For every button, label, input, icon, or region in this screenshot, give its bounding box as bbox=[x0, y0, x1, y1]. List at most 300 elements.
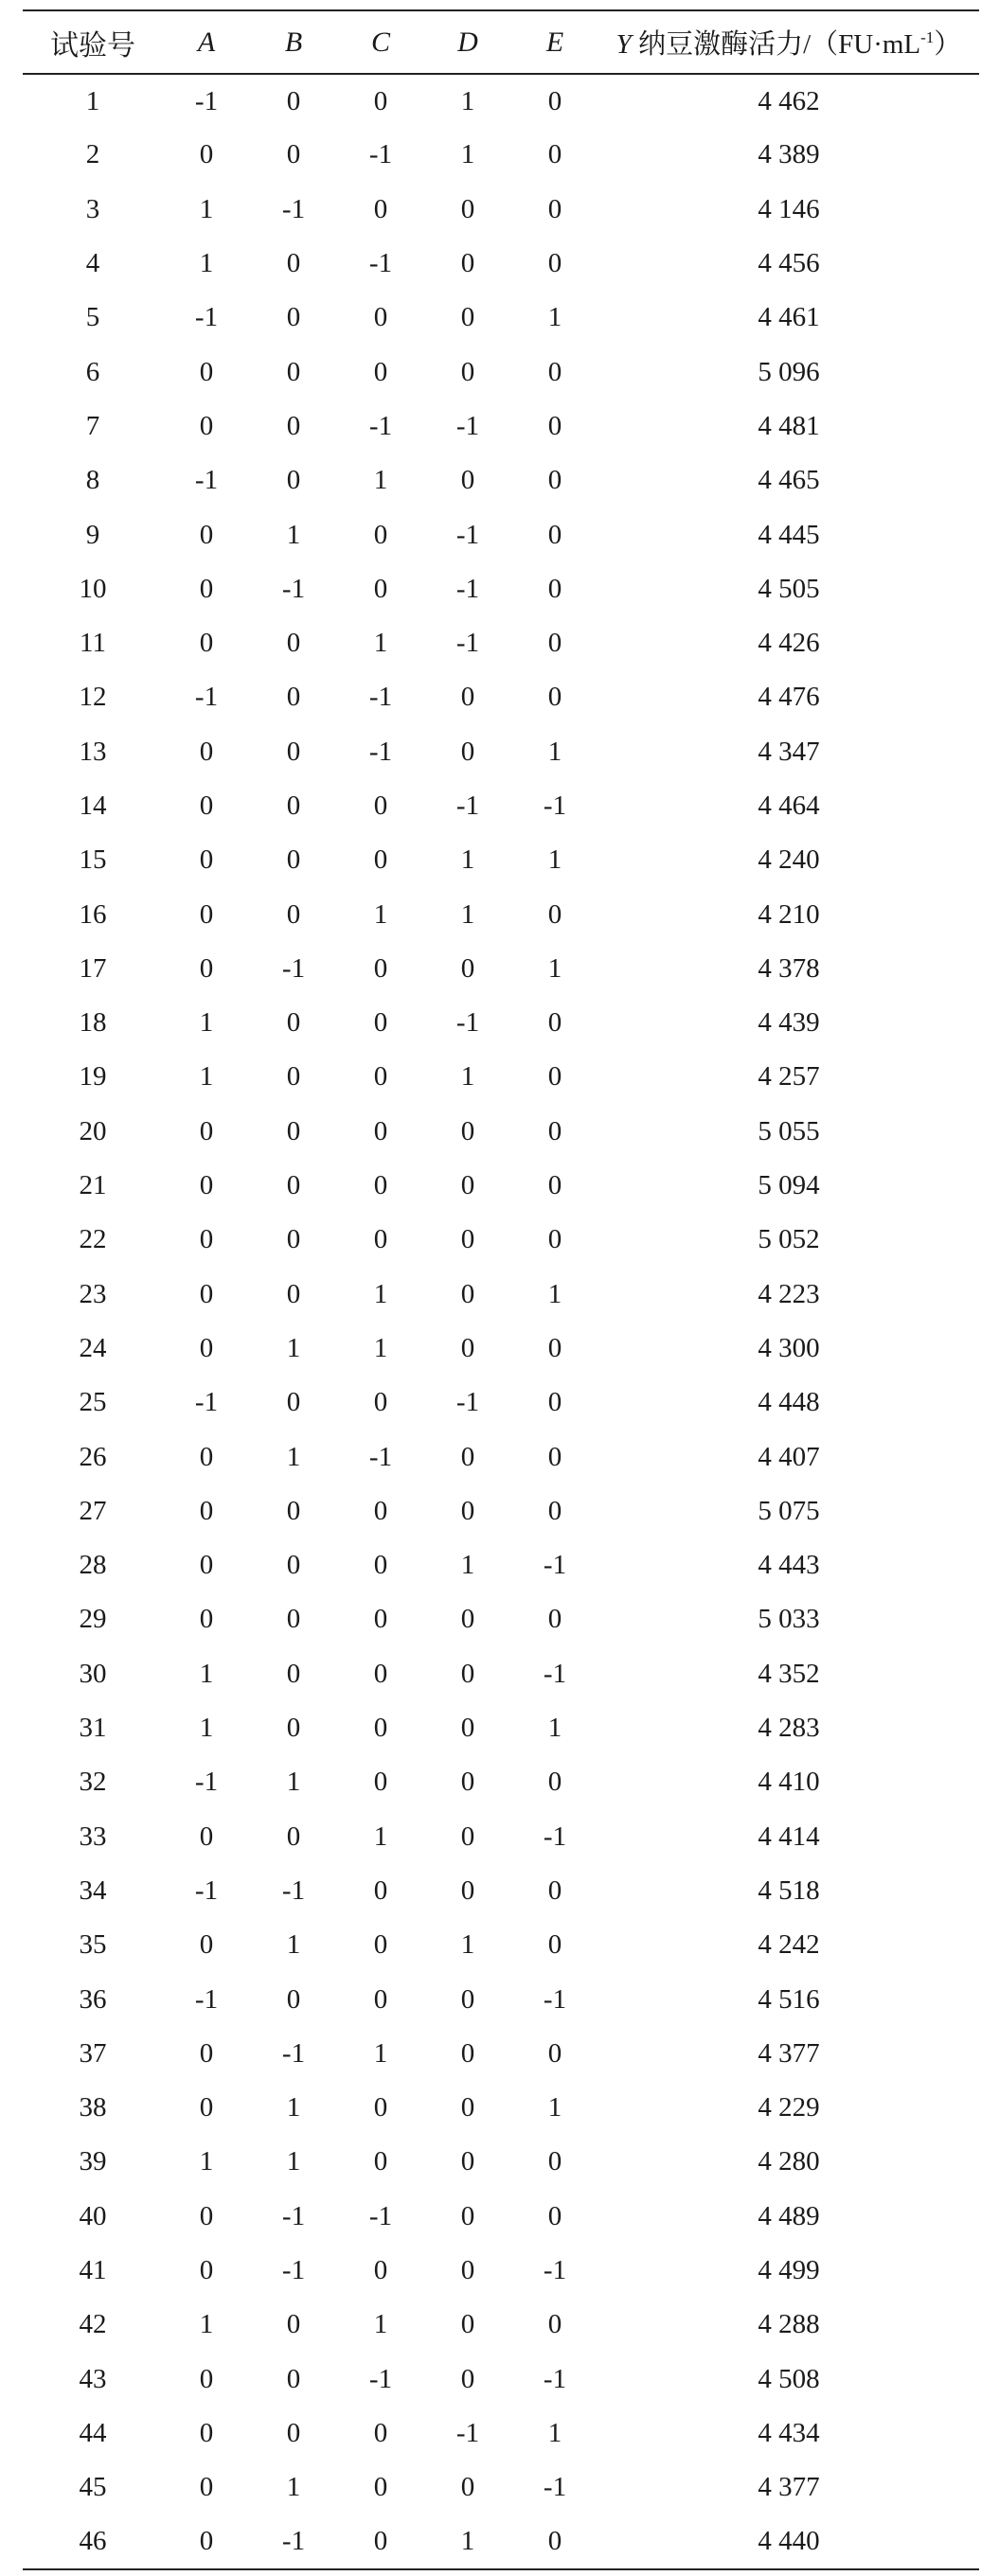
cell-run-number: 35 bbox=[79, 1929, 107, 1961]
cell-factor-d: 0 bbox=[460, 1767, 475, 1798]
cell-run-number: 34 bbox=[79, 1874, 107, 1906]
cell-factor-b: 1 bbox=[286, 1332, 301, 1363]
table-row bbox=[23, 616, 979, 670]
table-row bbox=[23, 725, 979, 779]
cell-run-number: 38 bbox=[79, 2092, 107, 2123]
cell-factor-e: 1 bbox=[547, 302, 562, 333]
cell-factor-e: -1 bbox=[543, 1821, 567, 1852]
table-row bbox=[23, 1159, 979, 1213]
cell-run-number: 43 bbox=[79, 2363, 107, 2394]
cell-factor-c: 0 bbox=[373, 1170, 388, 1201]
cell-factor-d: -1 bbox=[455, 519, 480, 550]
cell-response-y: 4 242 bbox=[758, 1929, 820, 1961]
cell-factor-c: -1 bbox=[368, 736, 393, 767]
table-row bbox=[23, 2244, 979, 2298]
cell-factor-c: 0 bbox=[373, 2472, 388, 2503]
cell-factor-a: 0 bbox=[199, 1604, 214, 1635]
cell-run-number: 4 bbox=[85, 248, 100, 279]
cell-factor-e: 0 bbox=[547, 1007, 562, 1039]
table-row bbox=[23, 1268, 979, 1322]
cell-run-number: 11 bbox=[80, 628, 106, 659]
cell-factor-c: -1 bbox=[368, 2363, 393, 2394]
table-row bbox=[23, 453, 979, 507]
cell-factor-e: 0 bbox=[547, 193, 562, 224]
cell-factor-d: 0 bbox=[460, 1713, 475, 1744]
cell-run-number: 13 bbox=[79, 736, 107, 767]
table-row bbox=[23, 237, 979, 291]
cell-factor-a: 0 bbox=[199, 1929, 214, 1961]
cell-factor-d: -1 bbox=[455, 2417, 480, 2448]
header-run-number: 试验号 bbox=[23, 10, 163, 74]
table-row bbox=[23, 1213, 979, 1267]
header-y-unit-exponent: -1 bbox=[920, 28, 935, 46]
cell-factor-d: 1 bbox=[460, 1061, 475, 1093]
cell-factor-b: 0 bbox=[286, 2309, 301, 2340]
header-y-label: 纳豆激酶活力/（FU·mL bbox=[631, 29, 921, 60]
cell-factor-c: 1 bbox=[373, 1332, 388, 1363]
cell-factor-a: -1 bbox=[194, 1767, 219, 1798]
cell-factor-b: 0 bbox=[286, 1495, 301, 1526]
cell-factor-a: -1 bbox=[194, 1983, 219, 2015]
cell-factor-a: 0 bbox=[199, 573, 214, 604]
cell-factor-b: 0 bbox=[286, 1170, 301, 1201]
cell-factor-e: -1 bbox=[543, 2255, 567, 2286]
cell-factor-b: -1 bbox=[281, 1874, 306, 1906]
cell-factor-d: 0 bbox=[460, 2255, 475, 2286]
cell-factor-e: 1 bbox=[547, 2417, 562, 2448]
table-row bbox=[23, 1701, 979, 1755]
cell-response-y: 4 508 bbox=[758, 2363, 820, 2394]
header-response-y bbox=[598, 10, 979, 74]
cell-factor-a: 0 bbox=[199, 628, 214, 659]
table-row bbox=[23, 996, 979, 1050]
cell-factor-e: 0 bbox=[547, 519, 562, 550]
cell-factor-e: 0 bbox=[547, 2146, 562, 2177]
cell-factor-e: 0 bbox=[547, 682, 562, 713]
cell-response-y: 4 210 bbox=[758, 898, 820, 930]
cell-factor-b: 0 bbox=[286, 1061, 301, 1093]
table-row bbox=[23, 2027, 979, 2081]
cell-factor-e: 0 bbox=[547, 139, 562, 170]
cell-response-y: 4 445 bbox=[758, 519, 820, 550]
cell-factor-b: 1 bbox=[286, 519, 301, 550]
cell-factor-b: 0 bbox=[286, 1387, 301, 1418]
cell-factor-c: 0 bbox=[373, 1061, 388, 1093]
cell-factor-a: 0 bbox=[199, 1332, 214, 1363]
table-row bbox=[23, 1918, 979, 1972]
table-row bbox=[23, 2298, 979, 2352]
header-y-close: ） bbox=[934, 29, 962, 60]
cell-factor-c: -1 bbox=[368, 2200, 393, 2231]
cell-factor-c: 0 bbox=[373, 1713, 388, 1744]
cell-factor-e: 1 bbox=[547, 1278, 562, 1309]
cell-factor-c: 0 bbox=[373, 85, 388, 116]
cell-run-number: 30 bbox=[79, 1658, 107, 1689]
cell-factor-b: 0 bbox=[286, 1713, 301, 1744]
cell-response-y: 4 516 bbox=[758, 1983, 820, 2015]
cell-factor-c: 1 bbox=[373, 898, 388, 930]
cell-response-y: 4 377 bbox=[758, 2472, 820, 2503]
cell-factor-a: -1 bbox=[194, 682, 219, 713]
cell-factor-a: -1 bbox=[194, 1874, 219, 1906]
cell-factor-e: 0 bbox=[547, 248, 562, 279]
cell-factor-a: 1 bbox=[199, 1061, 214, 1093]
cell-response-y: 4 426 bbox=[758, 628, 820, 659]
cell-factor-a: 0 bbox=[199, 2363, 214, 2394]
cell-factor-b: 0 bbox=[286, 898, 301, 930]
cell-factor-b: 0 bbox=[286, 1278, 301, 1309]
table-row bbox=[23, 2135, 979, 2189]
cell-factor-d: 0 bbox=[460, 1983, 475, 2015]
cell-response-y: 4 257 bbox=[758, 1061, 820, 1093]
cell-factor-c: 0 bbox=[373, 1658, 388, 1689]
cell-factor-e: 1 bbox=[547, 736, 562, 767]
cell-factor-e: -1 bbox=[543, 791, 567, 821]
cell-response-y: 4 410 bbox=[758, 1767, 820, 1798]
cell-response-y: 4 476 bbox=[758, 682, 820, 713]
header-factor-c: C bbox=[337, 10, 424, 74]
table-row bbox=[23, 2352, 979, 2406]
table-row bbox=[23, 1430, 979, 1483]
cell-response-y: 4 489 bbox=[758, 2200, 820, 2231]
cell-response-y: 4 240 bbox=[758, 844, 820, 876]
cell-factor-a: 0 bbox=[199, 952, 214, 984]
table-row bbox=[23, 887, 979, 941]
cell-factor-c: -1 bbox=[368, 410, 393, 441]
cell-factor-e: 0 bbox=[547, 573, 562, 604]
cell-factor-a: 0 bbox=[199, 1224, 214, 1255]
cell-factor-a: 0 bbox=[199, 1115, 214, 1146]
cell-factor-e: 0 bbox=[547, 1061, 562, 1093]
cell-response-y: 5 033 bbox=[758, 1604, 820, 1635]
cell-factor-c: 0 bbox=[373, 193, 388, 224]
cell-factor-d: 0 bbox=[460, 1821, 475, 1852]
cell-factor-e: -1 bbox=[543, 2472, 567, 2503]
cell-factor-a: 0 bbox=[199, 1441, 214, 1472]
cell-factor-a: 0 bbox=[199, 2472, 214, 2503]
cell-response-y: 4 462 bbox=[758, 85, 820, 116]
cell-response-y: 4 283 bbox=[758, 1713, 820, 1744]
cell-run-number: 41 bbox=[79, 2255, 107, 2286]
cell-factor-c: 0 bbox=[373, 1767, 388, 1798]
cell-response-y: 4 481 bbox=[758, 410, 820, 441]
cell-factor-a: 0 bbox=[199, 2255, 214, 2286]
cell-response-y: 5 052 bbox=[758, 1224, 820, 1255]
cell-factor-c: 0 bbox=[373, 2417, 388, 2448]
table-row bbox=[23, 942, 979, 996]
cell-factor-e: 0 bbox=[547, 1441, 562, 1472]
table-row bbox=[23, 2514, 979, 2568]
cell-run-number: 18 bbox=[79, 1007, 107, 1039]
cell-factor-b: 0 bbox=[286, 465, 301, 496]
header-factor-e: E bbox=[511, 10, 598, 74]
table-row bbox=[23, 345, 979, 399]
cell-factor-c: 0 bbox=[373, 952, 388, 984]
cell-factor-d: 1 bbox=[424, 2514, 511, 2568]
cell-factor-b: 0 bbox=[286, 1658, 301, 1689]
cell-factor-a: 0 bbox=[199, 898, 214, 930]
cell-factor-d: 1 bbox=[460, 844, 475, 876]
cell-factor-b: 0 bbox=[286, 682, 301, 713]
cell-factor-a: 0 bbox=[199, 356, 214, 387]
cell-factor-b: -1 bbox=[281, 952, 306, 984]
table-row bbox=[23, 507, 979, 561]
cell-run-number: 25 bbox=[79, 1387, 107, 1418]
cell-response-y: 4 414 bbox=[758, 1821, 820, 1852]
table-row bbox=[23, 1592, 979, 1646]
cell-factor-d: -1 bbox=[455, 791, 480, 821]
cell-factor-c: 0 bbox=[373, 1495, 388, 1526]
cell-factor-b: 0 bbox=[286, 1115, 301, 1146]
cell-factor-c: 1 bbox=[373, 1278, 388, 1309]
cell-response-y: 4 518 bbox=[758, 1874, 820, 1906]
header-factor-a: A bbox=[163, 10, 250, 74]
cell-factor-a: 0 bbox=[199, 2200, 214, 2231]
cell-response-y: 4 352 bbox=[758, 1658, 820, 1689]
cell-response-y: 4 505 bbox=[758, 573, 820, 604]
cell-factor-a: 0 bbox=[199, 519, 214, 550]
cell-factor-e: 0 bbox=[511, 2514, 598, 2568]
cell-factor-d: 1 bbox=[460, 85, 475, 116]
cell-factor-d: 0 bbox=[460, 1441, 475, 1472]
cell-factor-d: 0 bbox=[460, 1332, 475, 1363]
table-row bbox=[23, 1755, 979, 1809]
cell-factor-c: -1 bbox=[368, 1441, 393, 1472]
cell-factor-e: 0 bbox=[547, 1387, 562, 1418]
cell-factor-b: 1 bbox=[286, 1767, 301, 1798]
cell-factor-d: 0 bbox=[460, 2363, 475, 2394]
cell-factor-b: -1 bbox=[281, 573, 306, 604]
cell-factor-b: -1 bbox=[281, 2037, 306, 2069]
cell-run-number: 29 bbox=[79, 1604, 107, 1635]
table-row bbox=[23, 1972, 979, 2026]
cell-factor-b: 0 bbox=[286, 736, 301, 767]
cell-run-number: 7 bbox=[85, 410, 100, 441]
cell-factor-b: 1 bbox=[286, 2092, 301, 2123]
cell-run-number: 1 bbox=[85, 85, 100, 116]
cell-factor-d: 0 bbox=[460, 1874, 475, 1906]
table-body bbox=[23, 74, 979, 2569]
cell-response-y: 5 094 bbox=[758, 1170, 820, 1201]
cell-factor-d: 0 bbox=[460, 356, 475, 387]
cell-factor-a: 0 bbox=[199, 410, 214, 441]
cell-factor-d: 1 bbox=[460, 1550, 475, 1581]
cell-factor-c: -1 bbox=[368, 139, 393, 170]
cell-run-number: 24 bbox=[79, 1332, 107, 1363]
cell-factor-c: 1 bbox=[373, 628, 388, 659]
cell-factor-c: 0 bbox=[373, 1007, 388, 1039]
cell-factor-e: -1 bbox=[543, 1983, 567, 2015]
cell-factor-a: 0 bbox=[163, 2514, 250, 2568]
table-header-row bbox=[23, 10, 979, 74]
cell-run-number: 44 bbox=[79, 2417, 107, 2448]
table-row bbox=[23, 1322, 979, 1376]
cell-response-y: 4 229 bbox=[758, 2092, 820, 2123]
table-row bbox=[23, 2461, 979, 2514]
cell-response-y: 4 288 bbox=[758, 2309, 820, 2340]
cell-response-y: 4 439 bbox=[758, 1007, 820, 1039]
cell-factor-d: 0 bbox=[460, 952, 475, 984]
table-row bbox=[23, 74, 979, 128]
cell-response-y: 4 448 bbox=[758, 1387, 820, 1418]
cell-factor-a: 0 bbox=[199, 1170, 214, 1201]
cell-factor-d: 0 bbox=[460, 1224, 475, 1255]
cell-run-number: 23 bbox=[79, 1278, 107, 1309]
cell-factor-a: -1 bbox=[194, 85, 219, 116]
table-row bbox=[23, 2190, 979, 2244]
table-container bbox=[23, 9, 979, 2570]
cell-factor-e: 0 bbox=[547, 1767, 562, 1798]
cell-factor-e: 1 bbox=[547, 844, 562, 876]
table-row bbox=[23, 2081, 979, 2135]
cell-run-number: 22 bbox=[79, 1224, 107, 1255]
cell-factor-e: 0 bbox=[547, 1115, 562, 1146]
cell-factor-e: 0 bbox=[547, 1495, 562, 1526]
cell-response-y: 4 389 bbox=[758, 139, 820, 170]
cell-run-number: 46 bbox=[23, 2514, 163, 2568]
cell-factor-e: 0 bbox=[547, 1332, 562, 1363]
cell-factor-b: 0 bbox=[286, 844, 301, 876]
cell-factor-d: 0 bbox=[460, 2092, 475, 2123]
cell-response-y: 5 055 bbox=[758, 1115, 820, 1146]
table-row bbox=[23, 400, 979, 453]
cell-response-y: 4 443 bbox=[758, 1550, 820, 1581]
table-row bbox=[23, 1864, 979, 1918]
cell-response-y: 4 434 bbox=[758, 2417, 820, 2448]
cell-factor-a: 0 bbox=[199, 2037, 214, 2069]
cell-factor-a: 1 bbox=[199, 1713, 214, 1744]
cell-factor-b: 0 bbox=[286, 248, 301, 279]
cell-factor-b: 0 bbox=[286, 410, 301, 441]
cell-factor-e: 0 bbox=[547, 628, 562, 659]
cell-factor-a: 0 bbox=[199, 844, 214, 876]
table-row bbox=[23, 183, 979, 237]
cell-factor-c: 0 bbox=[373, 2092, 388, 2123]
cell-factor-b: 0 bbox=[286, 1550, 301, 1581]
cell-run-number: 45 bbox=[79, 2472, 107, 2503]
cell-factor-b: 0 bbox=[286, 1604, 301, 1635]
cell-run-number: 14 bbox=[79, 791, 107, 821]
cell-factor-b: -1 bbox=[281, 2200, 306, 2231]
table-row bbox=[23, 1376, 979, 1430]
cell-run-number: 21 bbox=[79, 1170, 107, 1201]
cell-factor-b: -1 bbox=[281, 2255, 306, 2286]
cell-factor-b: 1 bbox=[286, 2146, 301, 2177]
cell-factor-b: 0 bbox=[286, 1983, 301, 2015]
cell-run-number: 39 bbox=[79, 2146, 107, 2177]
cell-factor-e: 0 bbox=[547, 2037, 562, 2069]
cell-factor-c: 0 bbox=[373, 1550, 388, 1581]
cell-factor-d: 0 bbox=[460, 1115, 475, 1146]
cell-run-number: 19 bbox=[79, 1061, 107, 1093]
cell-factor-c: 0 bbox=[373, 519, 388, 550]
cell-factor-e: 0 bbox=[547, 1929, 562, 1961]
cell-response-y: 4 465 bbox=[758, 465, 820, 496]
cell-run-number: 9 bbox=[85, 519, 100, 550]
cell-factor-c: -1 bbox=[368, 682, 393, 713]
cell-factor-d: 0 bbox=[460, 1170, 475, 1201]
cell-factor-c: -1 bbox=[368, 248, 393, 279]
cell-factor-e: -1 bbox=[543, 1550, 567, 1581]
cell-factor-e: 0 bbox=[547, 465, 562, 496]
cell-response-y: 4 464 bbox=[758, 791, 820, 821]
cell-response-y: 4 280 bbox=[758, 2146, 820, 2177]
cell-factor-c: 0 bbox=[373, 1929, 388, 1961]
cell-factor-e: 0 bbox=[547, 410, 562, 441]
cell-factor-c: 1 bbox=[373, 1821, 388, 1852]
cell-factor-c: 0 bbox=[373, 1387, 388, 1418]
cell-factor-b: 1 bbox=[286, 1441, 301, 1472]
cell-response-y: 4 456 bbox=[758, 248, 820, 279]
cell-factor-d: 0 bbox=[460, 1278, 475, 1309]
table-row bbox=[23, 1105, 979, 1159]
cell-response-y: 4 378 bbox=[758, 952, 820, 984]
cell-factor-b: 0 bbox=[286, 85, 301, 116]
cell-factor-b: 0 bbox=[286, 2363, 301, 2394]
cell-factor-c: 0 bbox=[373, 356, 388, 387]
cell-response-y: 4 407 bbox=[758, 1441, 820, 1472]
cell-factor-c: 0 bbox=[373, 1983, 388, 2015]
cell-factor-a: 0 bbox=[199, 2417, 214, 2448]
cell-run-number: 16 bbox=[79, 898, 107, 930]
cell-factor-a: -1 bbox=[194, 465, 219, 496]
cell-factor-e: 0 bbox=[547, 356, 562, 387]
cell-factor-c: 0 bbox=[337, 2514, 424, 2568]
cell-run-number: 32 bbox=[79, 1767, 107, 1798]
cell-run-number: 3 bbox=[85, 193, 100, 224]
cell-factor-d: 0 bbox=[460, 1658, 475, 1689]
cell-factor-a: 0 bbox=[199, 1821, 214, 1852]
cell-run-number: 33 bbox=[79, 1821, 107, 1852]
cell-factor-b: -1 bbox=[250, 2514, 337, 2568]
cell-factor-d: 0 bbox=[460, 302, 475, 333]
cell-factor-e: 0 bbox=[547, 2309, 562, 2340]
cell-factor-b: 1 bbox=[286, 1929, 301, 1961]
cell-factor-e: 1 bbox=[547, 1713, 562, 1744]
cell-factor-c: 1 bbox=[373, 465, 388, 496]
table-row bbox=[23, 1484, 979, 1538]
cell-factor-c: 0 bbox=[373, 302, 388, 333]
cell-factor-e: 0 bbox=[547, 898, 562, 930]
cell-response-y: 4 347 bbox=[758, 736, 820, 767]
table-row bbox=[23, 1050, 979, 1104]
cell-factor-a: -1 bbox=[194, 1387, 219, 1418]
cell-factor-a: 1 bbox=[199, 1658, 214, 1689]
cell-run-number: 37 bbox=[79, 2037, 107, 2069]
cell-response-y: 4 300 bbox=[758, 1332, 820, 1363]
cell-factor-d: 0 bbox=[460, 2200, 475, 2231]
header-factor-d: D bbox=[424, 10, 511, 74]
cell-response-y: 4 377 bbox=[758, 2037, 820, 2069]
cell-response-y: 4 499 bbox=[758, 2255, 820, 2286]
cell-factor-d: 0 bbox=[460, 2037, 475, 2069]
cell-factor-b: -1 bbox=[281, 193, 306, 224]
cell-factor-a: -1 bbox=[194, 302, 219, 333]
cell-factor-d: -1 bbox=[455, 1007, 480, 1039]
cell-factor-a: 0 bbox=[199, 791, 214, 821]
cell-factor-d: 0 bbox=[460, 1495, 475, 1526]
cell-factor-a: 1 bbox=[199, 2146, 214, 2177]
cell-factor-d: 1 bbox=[460, 898, 475, 930]
cell-factor-c: 0 bbox=[373, 1604, 388, 1635]
table-row bbox=[23, 670, 979, 724]
cell-factor-d: 1 bbox=[460, 1929, 475, 1961]
cell-factor-c: 1 bbox=[373, 2037, 388, 2069]
cell-run-number: 10 bbox=[79, 573, 107, 604]
table-row bbox=[23, 779, 979, 833]
cell-factor-a: 1 bbox=[199, 248, 214, 279]
cell-factor-b: 0 bbox=[286, 302, 301, 333]
